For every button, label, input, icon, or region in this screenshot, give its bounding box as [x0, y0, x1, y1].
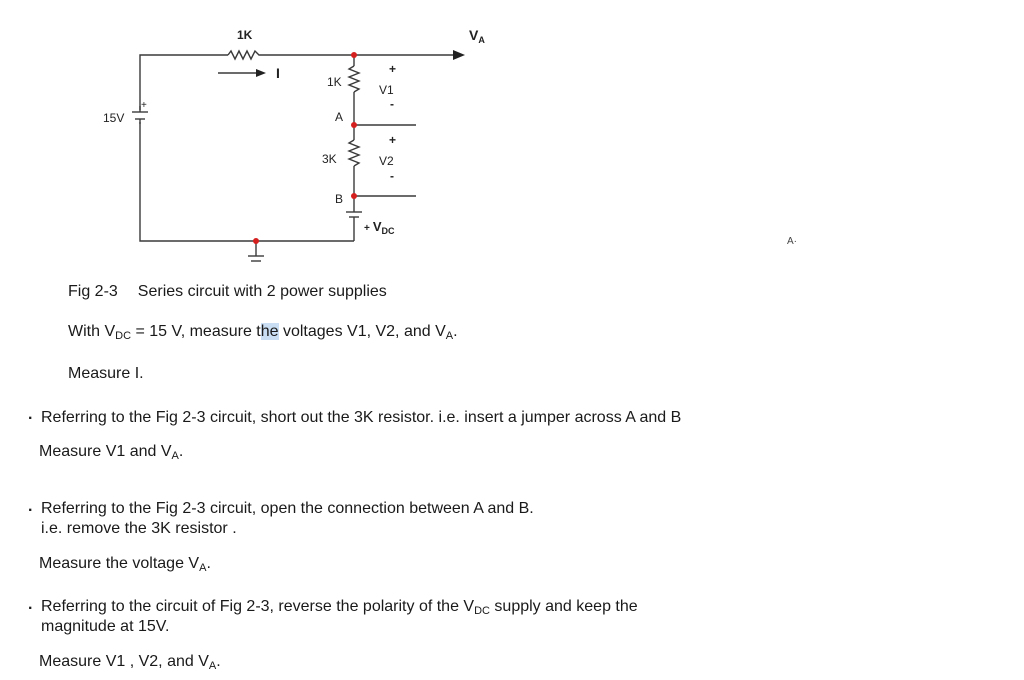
- figure-caption: [68, 282, 387, 302]
- circuit-diagram: [0, 0, 520, 275]
- stray-mark: A·: [787, 236, 797, 247]
- node-ground: [253, 238, 259, 244]
- v1-minus: -: [390, 97, 394, 111]
- instruction-measure-current: Measure I.: [68, 365, 144, 382]
- v1-plus: +: [389, 62, 397, 76]
- node-a: [351, 122, 357, 128]
- vdc-label: + $V_{DC}$: [364, 219, 395, 236]
- source-left-label: 15V: [103, 111, 125, 125]
- item2-line2: i.e. remove the 3K resistor .: [41, 520, 237, 537]
- wire-left-bottom: [140, 122, 354, 241]
- item3-line1: Referring to the circuit of Fig 2-3, reverse the polarity of the $V_{DC}$ supply and keep the: [41, 598, 638, 617]
- text-selection-highlight: he: [260, 323, 279, 340]
- battery-plus: +: [141, 100, 147, 111]
- item1-text: Referring to the Fig 2-3 circuit, short out the 3K resistor. i.e. insert a jumper across A and B: [41, 409, 682, 426]
- v1-label: V1: [379, 83, 394, 97]
- bullet-2: .: [28, 498, 33, 515]
- resistor-top-label: 1K: [237, 28, 253, 42]
- node-b-label: B: [335, 192, 344, 206]
- node-a-label: A: [335, 110, 344, 124]
- resistor-1k-label: 1K: [327, 75, 342, 89]
- item2-measure: Measure the voltage $V_A$.: [39, 555, 211, 574]
- va-arrow: [453, 50, 465, 60]
- current-arrow-head: [256, 69, 266, 77]
- resistor-top: [228, 51, 262, 59]
- bullet-1: .: [28, 406, 33, 423]
- instruction-measure-voltages: With $V_{DC} = 15$ V, measure the voltages V1, V2, and $V_A$.: [68, 323, 458, 342]
- v2-label: V2: [379, 154, 394, 168]
- item3-measure: Measure V1 , V2, and $V_A$.: [39, 653, 221, 672]
- current-label: I: [276, 65, 280, 81]
- wire-left: [140, 55, 228, 110]
- item2-line1: Referring to the Fig 2-3 circuit, open the connection between A and B.: [41, 500, 534, 517]
- resistor-3k: [349, 140, 359, 166]
- figure-title: Series circuit with 2 power supplies: [137, 283, 387, 300]
- figure-number: Fig 2-3: [68, 283, 118, 300]
- resistor-3k-label: 3K: [322, 152, 337, 166]
- v2-minus: -: [390, 169, 394, 183]
- item3-line2: magnitude at 15V.: [41, 618, 170, 635]
- node-b: [351, 193, 357, 199]
- v2-plus: +: [389, 133, 397, 147]
- item1-measure: Measure V1 and $V_A$.: [39, 443, 184, 462]
- resistor-1k: [349, 66, 359, 92]
- node-top: [351, 52, 357, 58]
- va-label: $V_A$: [469, 27, 485, 45]
- bullet-3: .: [28, 596, 33, 613]
